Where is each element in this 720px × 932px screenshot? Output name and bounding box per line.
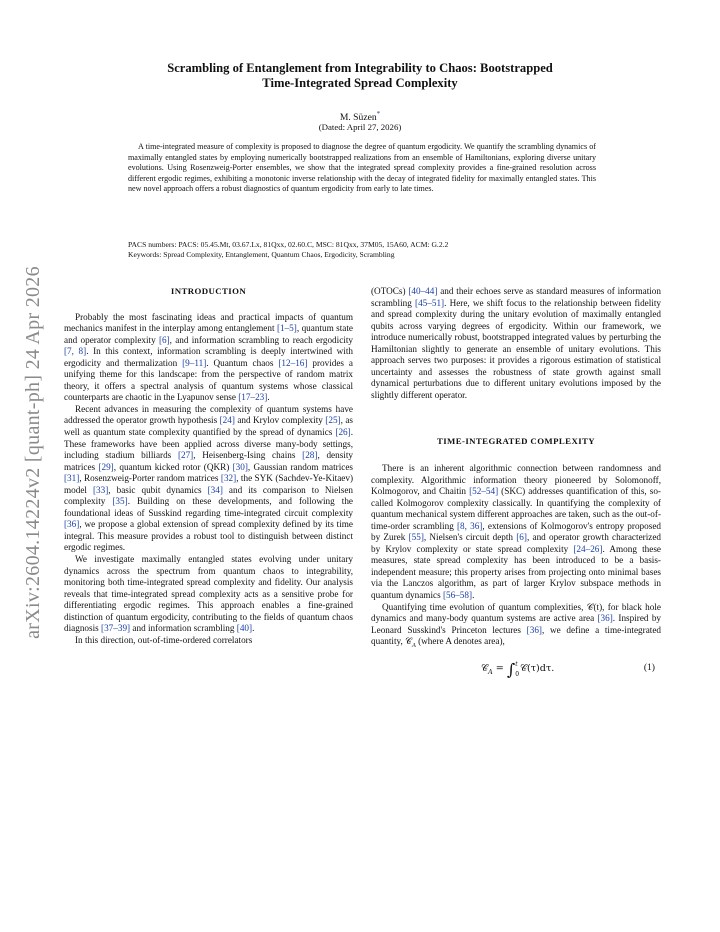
citation-link[interactable]: [1–5] <box>276 323 297 334</box>
citation-link[interactable]: [52–54] <box>469 486 499 497</box>
paper-title <box>100 61 620 91</box>
citation-link[interactable]: [36] <box>526 624 542 635</box>
author-footnote-mark[interactable]: * <box>376 110 381 118</box>
paragraph: In this direction, out-of-time-ordered correlators <box>75 634 253 645</box>
right-column <box>371 286 661 688</box>
title-line: Scrambling of Entanglement from Integrability to Chaos: Bootstrapped <box>167 61 553 75</box>
paragraph: Recent advances in measuring the complexity of quantum systems have addressed the operator growth hypothesis [24] and Krylov complexity [25], as well as quantum state complexity quantified by the spread of dynamics [26]. These frameworks have been applied across diverse many-body settings, including stadium billiards [27], Heisenberg-Ising chains [28], density matrices [29], quantum kicked rotor (QKR) [30], Gaussian random matrices [31], Rosenzweig-Porter random matrices [32], the SYK (Sachdev-Ye-Kitaev) model [33], basic qubit dynamics [34] and its comparison to Nielsen complexity [35]. Building on these developments, and following the foundational ideas of Susskind regarding time-integrated circuit complexity [36], we propose a global extension of spread complexity defined by its time integral. This measure provides a robust tool to distinguish between distinct ergodic regimes. <box>64 403 353 553</box>
paragraph: (OTOCs) [40–44] and their echoes serve as standard measures of information scrambling [45–51]. Here, we shift focus to the relationship between fidelity and spread complexity during the unitary evolution of maximally entangled qubits across varying degrees of ergodicity. Within our framework, we introduce numerically robust, bootstrapped integrated values by perturbing the Hamiltonian slightly to generate an ensemble of unitary evolutions. This approach serves two purposes: it provides a rigorous estimation of statistical uncertainty and assesses the robustness of state growth against small dynamical perturbations due to different unitary evolutions imposed by the slightly different operator. <box>371 286 662 400</box>
citation-link[interactable]: [33] <box>92 484 109 495</box>
paragraph: Quantifying time evolution of quantum complexities, 𝒞(t), for black hole dynamics and many-body quantum systems are active area [36]. Inspired by Leonard Susskind's Princeton lectures [36], we define a time-integrated quantity, 𝒞$_A$ (where A denotes area), <box>371 601 662 650</box>
citation-link[interactable]: [9–11] <box>182 357 207 368</box>
citation-link[interactable]: [34] <box>207 484 223 495</box>
citation-link[interactable]: [29] <box>98 461 114 472</box>
citation-link[interactable]: [8, 36] <box>456 520 483 531</box>
equation-body <box>481 660 554 680</box>
citation-link[interactable]: [28] <box>302 450 318 461</box>
citation-link[interactable]: [55] <box>408 532 424 543</box>
citation-link[interactable]: [24] <box>219 415 235 426</box>
arxiv-stamp <box>18 237 48 667</box>
citation-link[interactable]: [6] <box>516 532 527 543</box>
integral-sign-icon: ∫ <box>506 659 516 679</box>
equation-integrand: 𝒞(τ)dτ. <box>520 662 555 674</box>
abstract: A time-integrated measure of complexity is proposed to diagnose the degree of quantum ergodicity. We quantify the scrambling dynamics of maximally entangled states by employing numerically bootstrapped realizations from an ensemble of Hamiltonians, exploring diverse unitary evolutions. Using Rosenzweig-Porter ensembles, we show that the integrated spread complexity provides a fine-grained resolution across different ergodic regimes, exhibiting a monotonic inverse relationship with the decay of integrated fidelity for maximally entangled states. This new novel approach offers a robust diagnostics of quantum ergodicity from early to late times. <box>128 142 596 194</box>
citation-link[interactable]: [35] <box>112 496 128 507</box>
date-line: (Dated: April 27, 2026) <box>318 122 402 132</box>
equation-lhs-subscript: A <box>488 667 493 676</box>
paragraph: We investigate maximally entangled states evolving under unitary dynamics across the spectrum from quantum chaos to integrability, monitoring both time-integrated spread complexity and fidelity. Our analysis reveals that time-integrated spread complexity acts as a sensitive probe for differentiating ergodic regimes. This approach enables a fine-grained distinction of quantum ergodicity, contributing to the fields of quantum chaos diagnosis [37–39] and information scrambling [40]. <box>64 554 353 634</box>
citation-link[interactable]: [40] <box>236 623 253 634</box>
citation-link[interactable]: [31] <box>64 473 80 484</box>
section-heading-time-integrated-complexity: TIME-INTEGRATED COMPLEXITY <box>436 436 596 447</box>
integral-upper-limit: t <box>515 660 518 668</box>
citation-link[interactable]: [56–58] <box>442 590 473 601</box>
citation-link[interactable]: [32] <box>220 473 237 484</box>
citation-link[interactable]: [40–44] <box>408 286 438 296</box>
citation-link[interactable]: [26] <box>335 427 351 438</box>
section-heading-introduction: INTRODUCTION <box>170 286 247 296</box>
citation-link[interactable]: [36] <box>64 519 80 530</box>
metadata-block <box>128 240 608 261</box>
citation-link[interactable]: [17–23] <box>238 392 268 403</box>
arxiv-identifier[interactable]: arXiv:2604.14224v2 [quant-ph] 24 Apr 2026 <box>21 265 44 639</box>
integral-limits <box>515 660 519 680</box>
citation-link[interactable]: [36] <box>597 613 613 624</box>
paragraph: Probably the most fascinating ideas and practical impacts of quantum mechanics manifest in the interplay among entanglement [1–5], quantum state and operator complexity [6], and information scrambling to reach ergodicity [7, 8]. In this context, information scrambling is deeply intertwined with ergodicity and thermalization [9–11]. Quantum chaos [12–16] provides a unifying theme for this landscape: from the perspective of random matrix theory, it offers a spectral analysis of quantum systems whose classical counterparts are chaotic in the Lyapunov sense [17–23]. <box>64 311 353 403</box>
left-column <box>64 286 353 646</box>
citation-link[interactable]: [30] <box>232 461 248 472</box>
equation-lhs: 𝒞 <box>481 662 488 674</box>
integral-lower-limit: 0 <box>515 670 520 678</box>
citation-link[interactable]: [12–16] <box>278 357 308 368</box>
equation-number: (1) <box>643 661 655 673</box>
citation-link[interactable]: [27] <box>177 450 194 461</box>
title-line: Time-Integrated Spread Complexity <box>262 76 458 90</box>
keywords: Keywords: Spread Complexity, Entanglement, Quantum Chaos, Ergodicity, Scrambling <box>128 250 395 260</box>
citation-link[interactable]: [6] <box>158 334 170 345</box>
equation-equals: = <box>492 662 507 674</box>
citation-link[interactable]: [7, 8] <box>64 346 87 357</box>
pacs-numbers: PACS numbers: PACS: 05.45.Mt, 03.67.Lx, 81Qxx, 02.60.C, MSC: 81Qxx, 37M05, 15A60, ACM: G.2.2 <box>128 240 449 249</box>
equation-1 <box>371 654 661 688</box>
citation-link[interactable]: [37–39] <box>101 623 131 634</box>
author-name: M. Süzen <box>339 112 377 124</box>
citation-link[interactable]: [45–51] <box>415 297 445 308</box>
citation-link[interactable]: [25] <box>325 415 341 426</box>
paragraph: There is an inherent algorithmic connection between randomness and complexity. Algorithmic information theory pioneered by Solomonoff, Kolmogorov, and Chaitin [52–54] (SKC) addresses quantification of this, so-called Kolmogorov complexity classically. In quantifying the complexity of quantum mechanical system different approaches are taken, such as the out-of-time-order scrambling [8, 36], extensions of Kolmogorov's entropy proposed by Zurek [55], Nielsen's circuit depth [6], and operator growth characterized by Krylov complexity or state spread complexity [24–26]. Among these measures, state spread complexity has been introduced to be a basis-independent measure; this property arises from projecting onto minimal bases via the Lanczos algorithm, as part of larger Krylov subspace methods in quantum dynamics [56–58]. <box>371 463 662 601</box>
citation-link[interactable]: [24–26] <box>573 543 603 554</box>
